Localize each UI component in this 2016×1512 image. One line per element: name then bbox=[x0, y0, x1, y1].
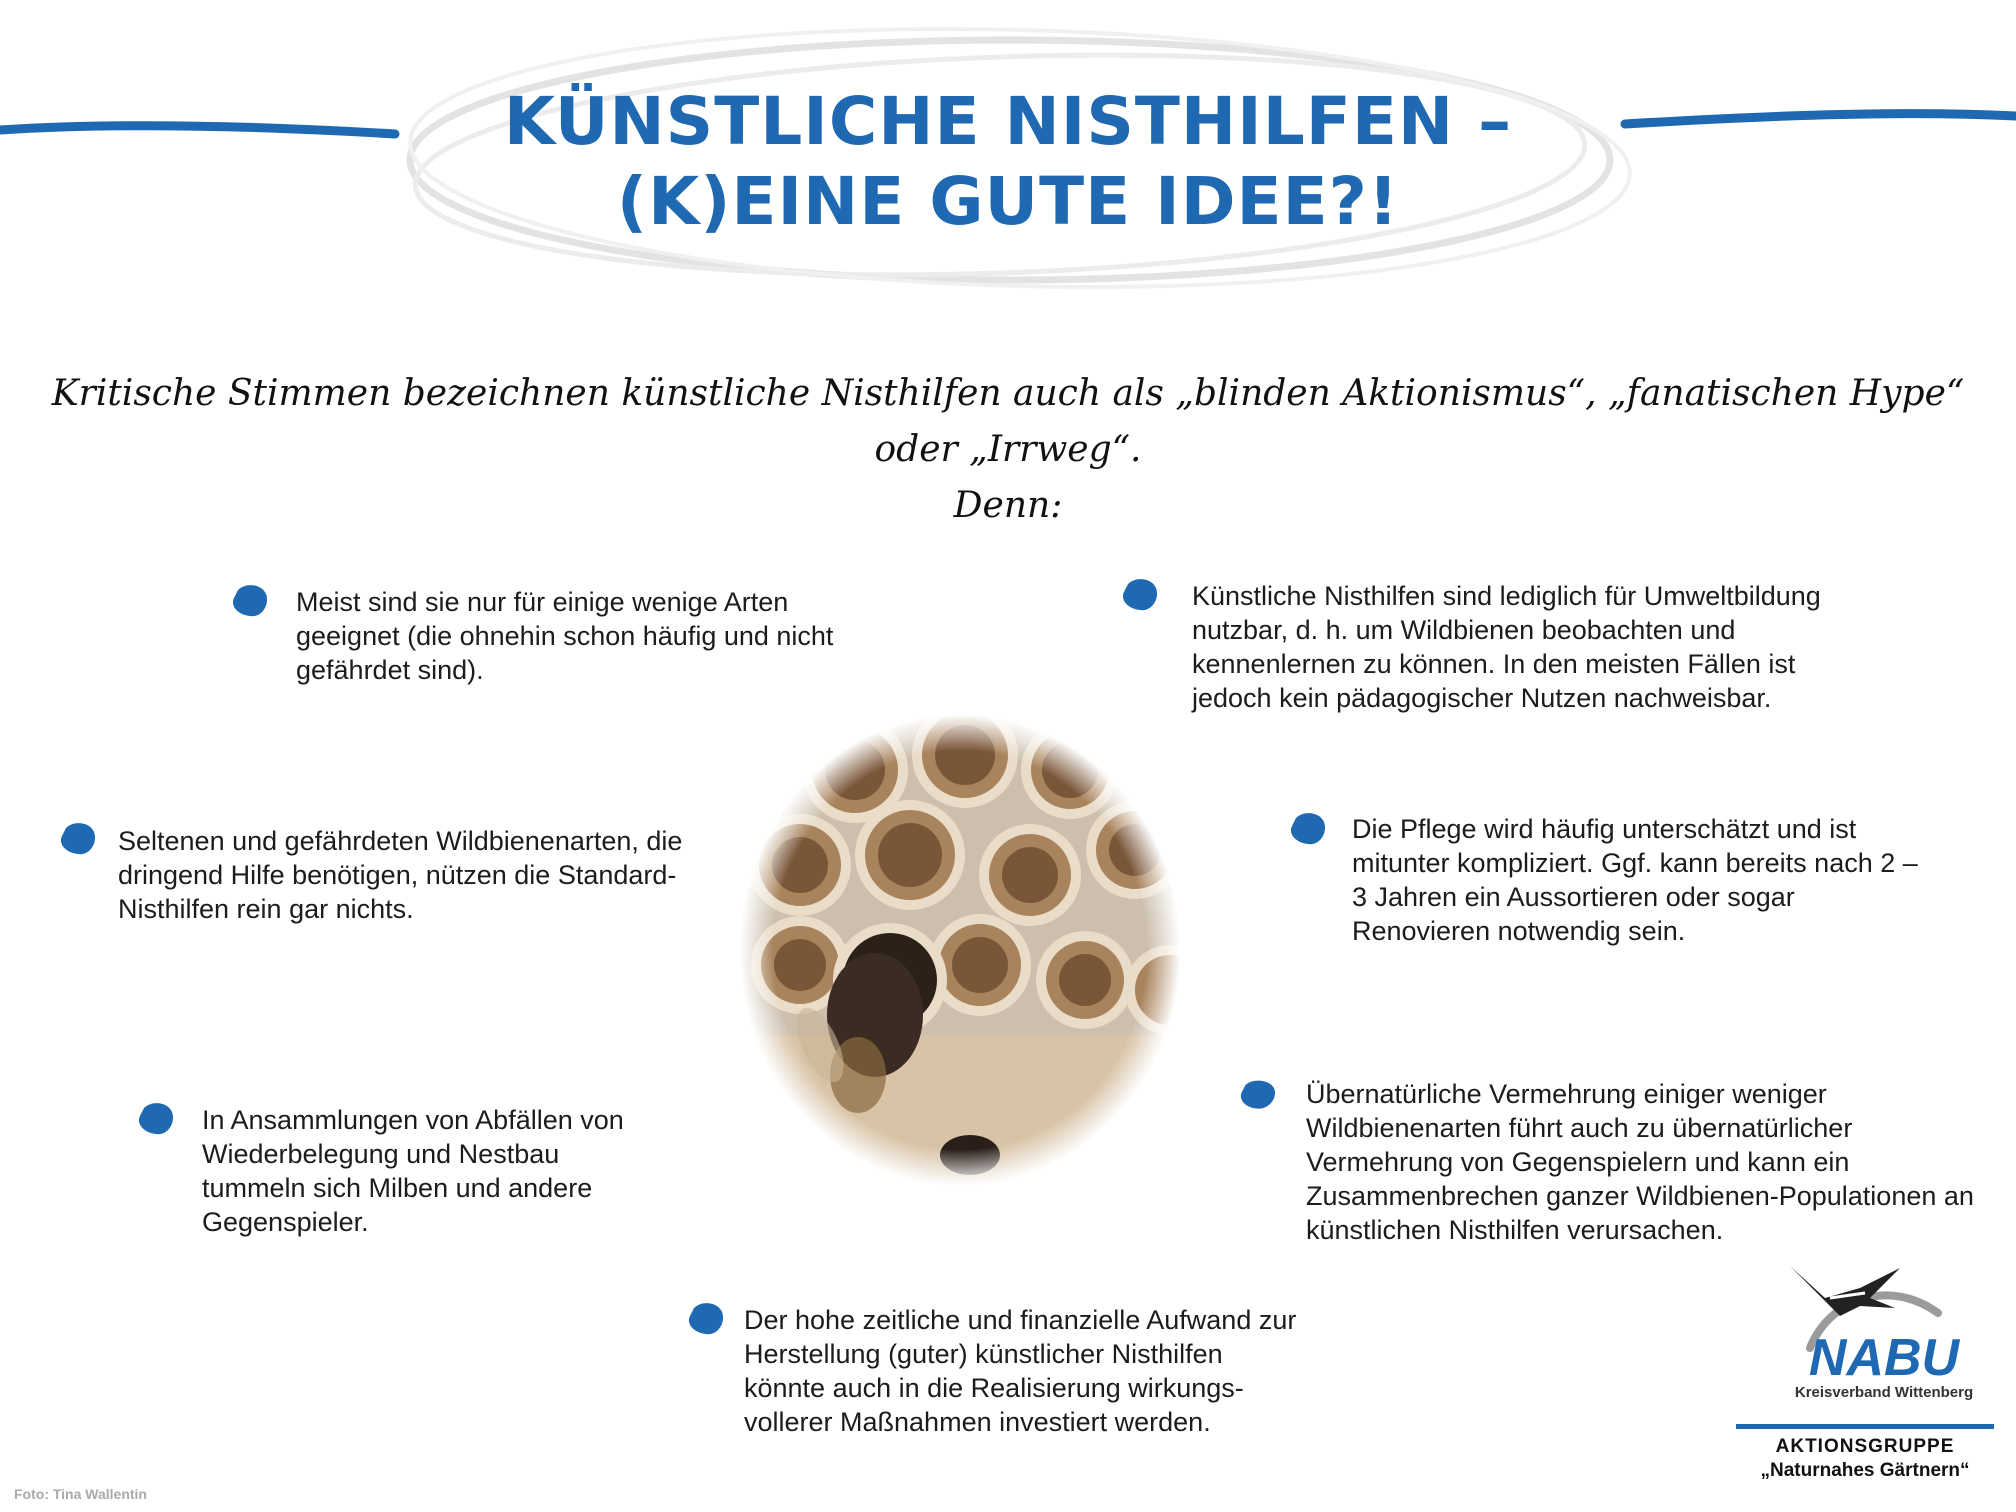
title-line-1: KÜNSTLICHE NISTHILFEN – bbox=[503, 83, 1513, 160]
bullet-blob-icon bbox=[138, 1102, 174, 1136]
point-gefaehrdete-arten: Seltenen und gefährdeten Wildbienenarten, die dringend Hilfe benötigen, nützen die Standard-Nisthilfen rein gar nichts. bbox=[118, 826, 683, 924]
subtitle-line-2: Denn: bbox=[953, 485, 1063, 526]
bullet-blob-icon bbox=[1240, 1078, 1276, 1112]
bullet-blob-icon bbox=[60, 822, 96, 856]
group-subtitle: „Naturnahes Gärtnern“ bbox=[1760, 1460, 1970, 1481]
point-milben: In Ansammlungen von Abfällen von Wiederbelegung und Nestbau tummeln sich Milben und andere Gegenspieler. bbox=[202, 1105, 624, 1237]
nest-tubes-photo bbox=[740, 715, 1180, 1185]
bullet-blob-icon bbox=[1122, 578, 1158, 612]
divider bbox=[1736, 1424, 1994, 1429]
bullet-blob-icon bbox=[232, 584, 268, 618]
point-pflege: Die Pflege wird häufig unterschätzt und ist mitunter kompliziert. Ggf. kann bereits nach 2 – 3 Jahren ein Aussortieren oder sogar Renovieren notwendig sein. bbox=[1352, 814, 1918, 946]
point-aufwand: Der hohe zeitliche und finanzielle Aufwand zur Herstellung (guter) künstlicher Nisthilfen könnte auch in die Realisierung wirkungs-vollerer Maßnahmen investiert werden. bbox=[744, 1305, 1297, 1437]
page-title bbox=[408, 82, 1608, 242]
bullet-blob-icon bbox=[688, 1302, 724, 1336]
nabu-subtitle: Kreisverband Wittenberg bbox=[1794, 1384, 1974, 1401]
point-vermehrung: Übernatürliche Vermehrung einiger weniger Wildbienenarten führt auch zu übernatürlicher Vermehrung von Gegenspielern und kann ein Zusammenbrechen ganzer Wildbienen-Populationen an künstlichen Nisthilfen verursachen. bbox=[1306, 1079, 1974, 1245]
point-arten: Meist sind sie nur für einige wenige Arten geeignet (die ohnehin schon häufig und nicht gefährdet sind). bbox=[296, 587, 834, 685]
nabu-logo-text: NABU bbox=[1808, 1329, 1960, 1387]
group-title: AKTIONSGRUPPE bbox=[1775, 1436, 1955, 1457]
point-umweltbildung: Künstliche Nisthilfen sind lediglich für Umweltbildung nutzbar, d. h. um Wildbienen beobachten und kennenlernen zu können. In den meisten Fällen ist jedoch kein pädagogischer Nutzen nachweisbar. bbox=[1192, 581, 1821, 713]
photo-credit: Foto: Tina Wallentin bbox=[14, 1486, 147, 1502]
bullet-blob-icon bbox=[1290, 812, 1326, 846]
subtitle bbox=[40, 366, 1976, 534]
subtitle-line-1: Kritische Stimmen bezeichnen künstliche Nisthilfen auch als „blinden Aktionismus“, „fanatischen Hype“ oder „Irrweg“. bbox=[51, 373, 1965, 470]
title-line-2: (K)EINE GUTE IDEE?! bbox=[616, 163, 1400, 240]
